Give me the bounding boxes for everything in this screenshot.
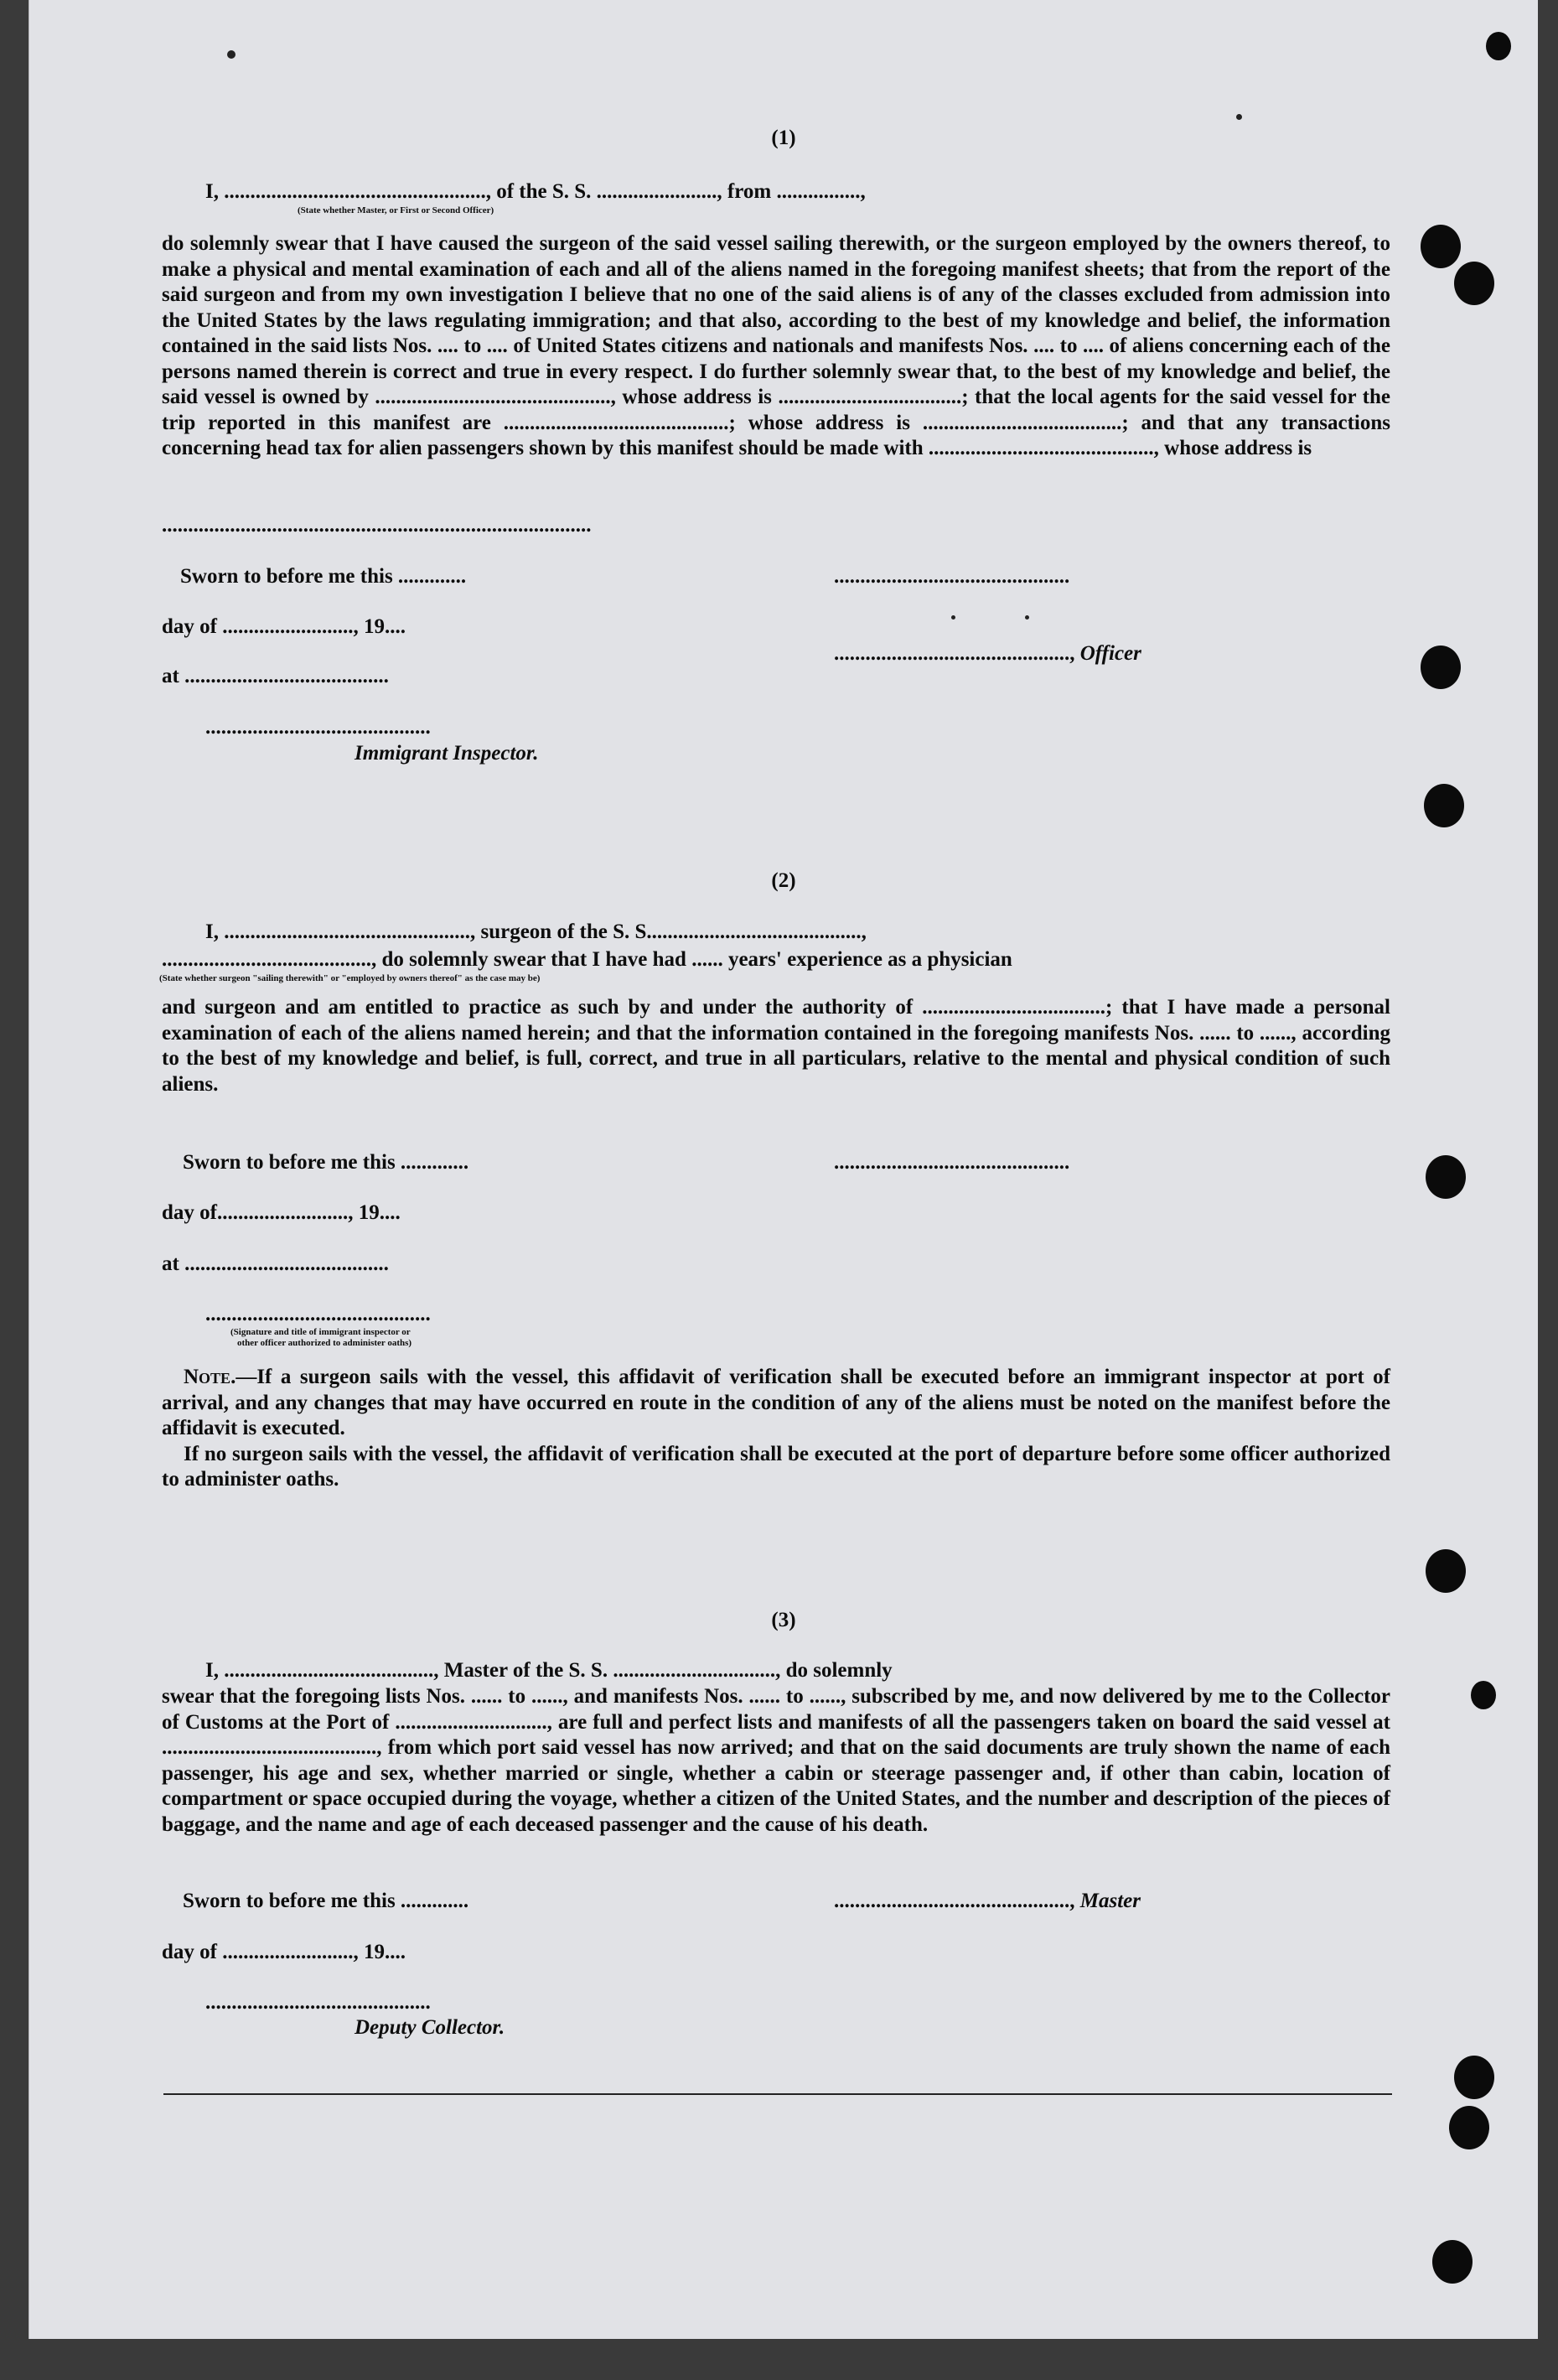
section-2-note-1: [162, 1365, 1390, 1442]
punch-hole: [1454, 262, 1494, 305]
section-2-second-line: ........................................, do solemnly swear that I have had ...... years' experience as a physician: [162, 948, 1012, 971]
section-1-officer-line: [834, 641, 1141, 666]
section-2-right-dots: .............................................: [834, 1151, 1070, 1174]
section-1-sworn: Sworn to before me this .............: [180, 565, 467, 588]
section-2-signature-caption-1: (Signature and title of immigrant inspector or: [230, 1327, 411, 1337]
scan-speck: [1025, 615, 1029, 620]
section-1-officer-label: Officer: [1079, 642, 1141, 665]
section-1-trailing-dots: ..................................................................................: [162, 514, 592, 537]
section-2-note-2: If no surgeon sails with the vessel, the affidavit of verification shall be executed at the port of departure before some officer authorized to administer oaths.: [162, 1442, 1390, 1491]
note-1-text: —If a surgeon sails with the vessel, this affidavit of verification shall be executed before an immigrant inspector at port of arrival, and any changes that may have occurred en route in the condition of any of the aliens must be noted on the manifest before the affidavit is executed.: [162, 1366, 1390, 1439]
section-3-number: (3): [771, 1609, 796, 1631]
section-1-caption: (State whether Master, or First or Second Officer): [298, 205, 494, 215]
section-2-body: [162, 995, 1390, 1097]
section-2-note: [162, 1365, 1390, 1493]
section-1-right-dots: .............................................: [834, 565, 1070, 588]
section-3-body: [162, 1684, 1390, 1838]
section-3-master-label: Master: [1079, 1890, 1141, 1912]
section-1-body-text: do solemnly swear that I have caused the surgeon of the said vessel sailing therewith, or the surgeon employed by the owners thereof, to make a physical and mental examination of each and all of the aliens named in the foregoing manifest sheets; that from the report of the said surgeon and from my own investigation I believe that no one of the said aliens is of any of the classes excluded from admission into the United States by the laws regulating immigration; and that also, according to the best of my knowledge and belief, the information contained in the said lists Nos. .... to .... of United States citizens and nationals and manifests Nos. .... to .... of aliens concerning each of the persons named therein is correct and true in every respect. I do further solemnly swear that, to the best of my knowledge and belief, the said vessel is owned by ............................................., whose address is ...................................; that the local agents for the said vessel for the trip reported in this manifest are ...........................................; whose address is ......................................; and that any transactions concerning head tax for alien passengers shown by this manifest should be made with ..........................................., whose address is: [162, 232, 1390, 459]
section-2-number: (2): [771, 869, 796, 892]
punch-hole: [1421, 225, 1461, 268]
section-3-collector-label: Deputy Collector.: [355, 2016, 505, 2039]
scan-speck: [227, 50, 236, 59]
punch-hole: [1449, 2106, 1489, 2149]
section-2-body-text: and surgeon and am entitled to practice as such by and under the authority of ...................................; that I have made a personal examination of each of the aliens named herein; and that the information contained in the foregoing manifests Nos. ...... to ......, according to the best of my knowledge and belief, is full, correct, and true in all particulars, relative to the mental and physical condition of such aliens.: [162, 996, 1390, 1096]
section-3-day: day of ........................., 19....: [162, 1941, 406, 1963]
section-3-signature-dots: ...........................................: [205, 1991, 431, 2014]
section-1-officer-dots: .............................................,: [834, 642, 1080, 665]
section-2-caption: (State whether surgeon "sailing therewith" or "employed by owners thereof" as the case may be): [159, 973, 541, 983]
bottom-rule: [163, 2093, 1392, 2095]
punch-hole: [1421, 646, 1461, 689]
punch-hole: [1432, 2240, 1473, 2284]
section-2-at: at .......................................: [162, 1252, 389, 1275]
section-1-body: [162, 231, 1390, 462]
section-3-master-dots: .............................................,: [834, 1890, 1080, 1912]
scan-speck: [951, 615, 955, 620]
section-2-signature-caption-2: other officer authorized to administer oaths): [237, 1338, 412, 1348]
punch-hole: [1424, 784, 1464, 827]
section-1-at: at .......................................: [162, 665, 389, 687]
scan-speck: [1236, 114, 1242, 120]
section-2-sworn: Sworn to before me this .............: [183, 1151, 469, 1174]
section-1-opening-line: I, .................................................., of the S. S. ......................., from ................,: [205, 180, 866, 203]
section-1-number: (1): [771, 127, 796, 149]
section-1-signature-dots: ...........................................: [205, 716, 431, 739]
section-3-opening-line: I, ........................................, Master of the S. S. ..............................., do solemnly: [205, 1659, 893, 1682]
punch-hole: [1426, 1549, 1466, 1593]
punch-hole: [1471, 1681, 1496, 1709]
section-3-sworn: Sworn to before me this .............: [183, 1890, 469, 1912]
section-1-day: day of ........................., 19....: [162, 615, 406, 638]
section-2-opening-line: I, ..............................................., surgeon of the S. S.........................................,: [205, 920, 867, 943]
section-1-inspector-label: Immigrant Inspector.: [355, 742, 539, 765]
section-3-master-line: [834, 1889, 1141, 1914]
punch-hole: [1486, 32, 1511, 60]
section-2-day: day of........................., 19....: [162, 1201, 401, 1224]
punch-hole: [1454, 2056, 1494, 2099]
punch-hole: [1426, 1155, 1466, 1199]
document-page: [28, 0, 1538, 2339]
section-2-signature-dots: ...........................................: [205, 1303, 431, 1325]
section-3-body-text: swear that the foregoing lists Nos. ...... to ......, and manifests Nos. ...... to ......, subscribed by me, and now delivered by me to the Collector of Customs at the Port of ............................., are full and perfect lists and manifests of all the passengers taken on board the said vessel at ........................................., from which port said vessel has now arrived; and that on the said documents are truly shown the name of each passenger, his age and sex, whether married or single, whether a cabin or steerage passenger and, if other than cabin, location of compartment or space occupied during the voyage, whether a citizen of the United States, and the number and description of the pieces of baggage, and the name and age of each deceased passenger and the cause of his death.: [162, 1685, 1390, 1836]
note-lead: Note.: [184, 1366, 236, 1388]
